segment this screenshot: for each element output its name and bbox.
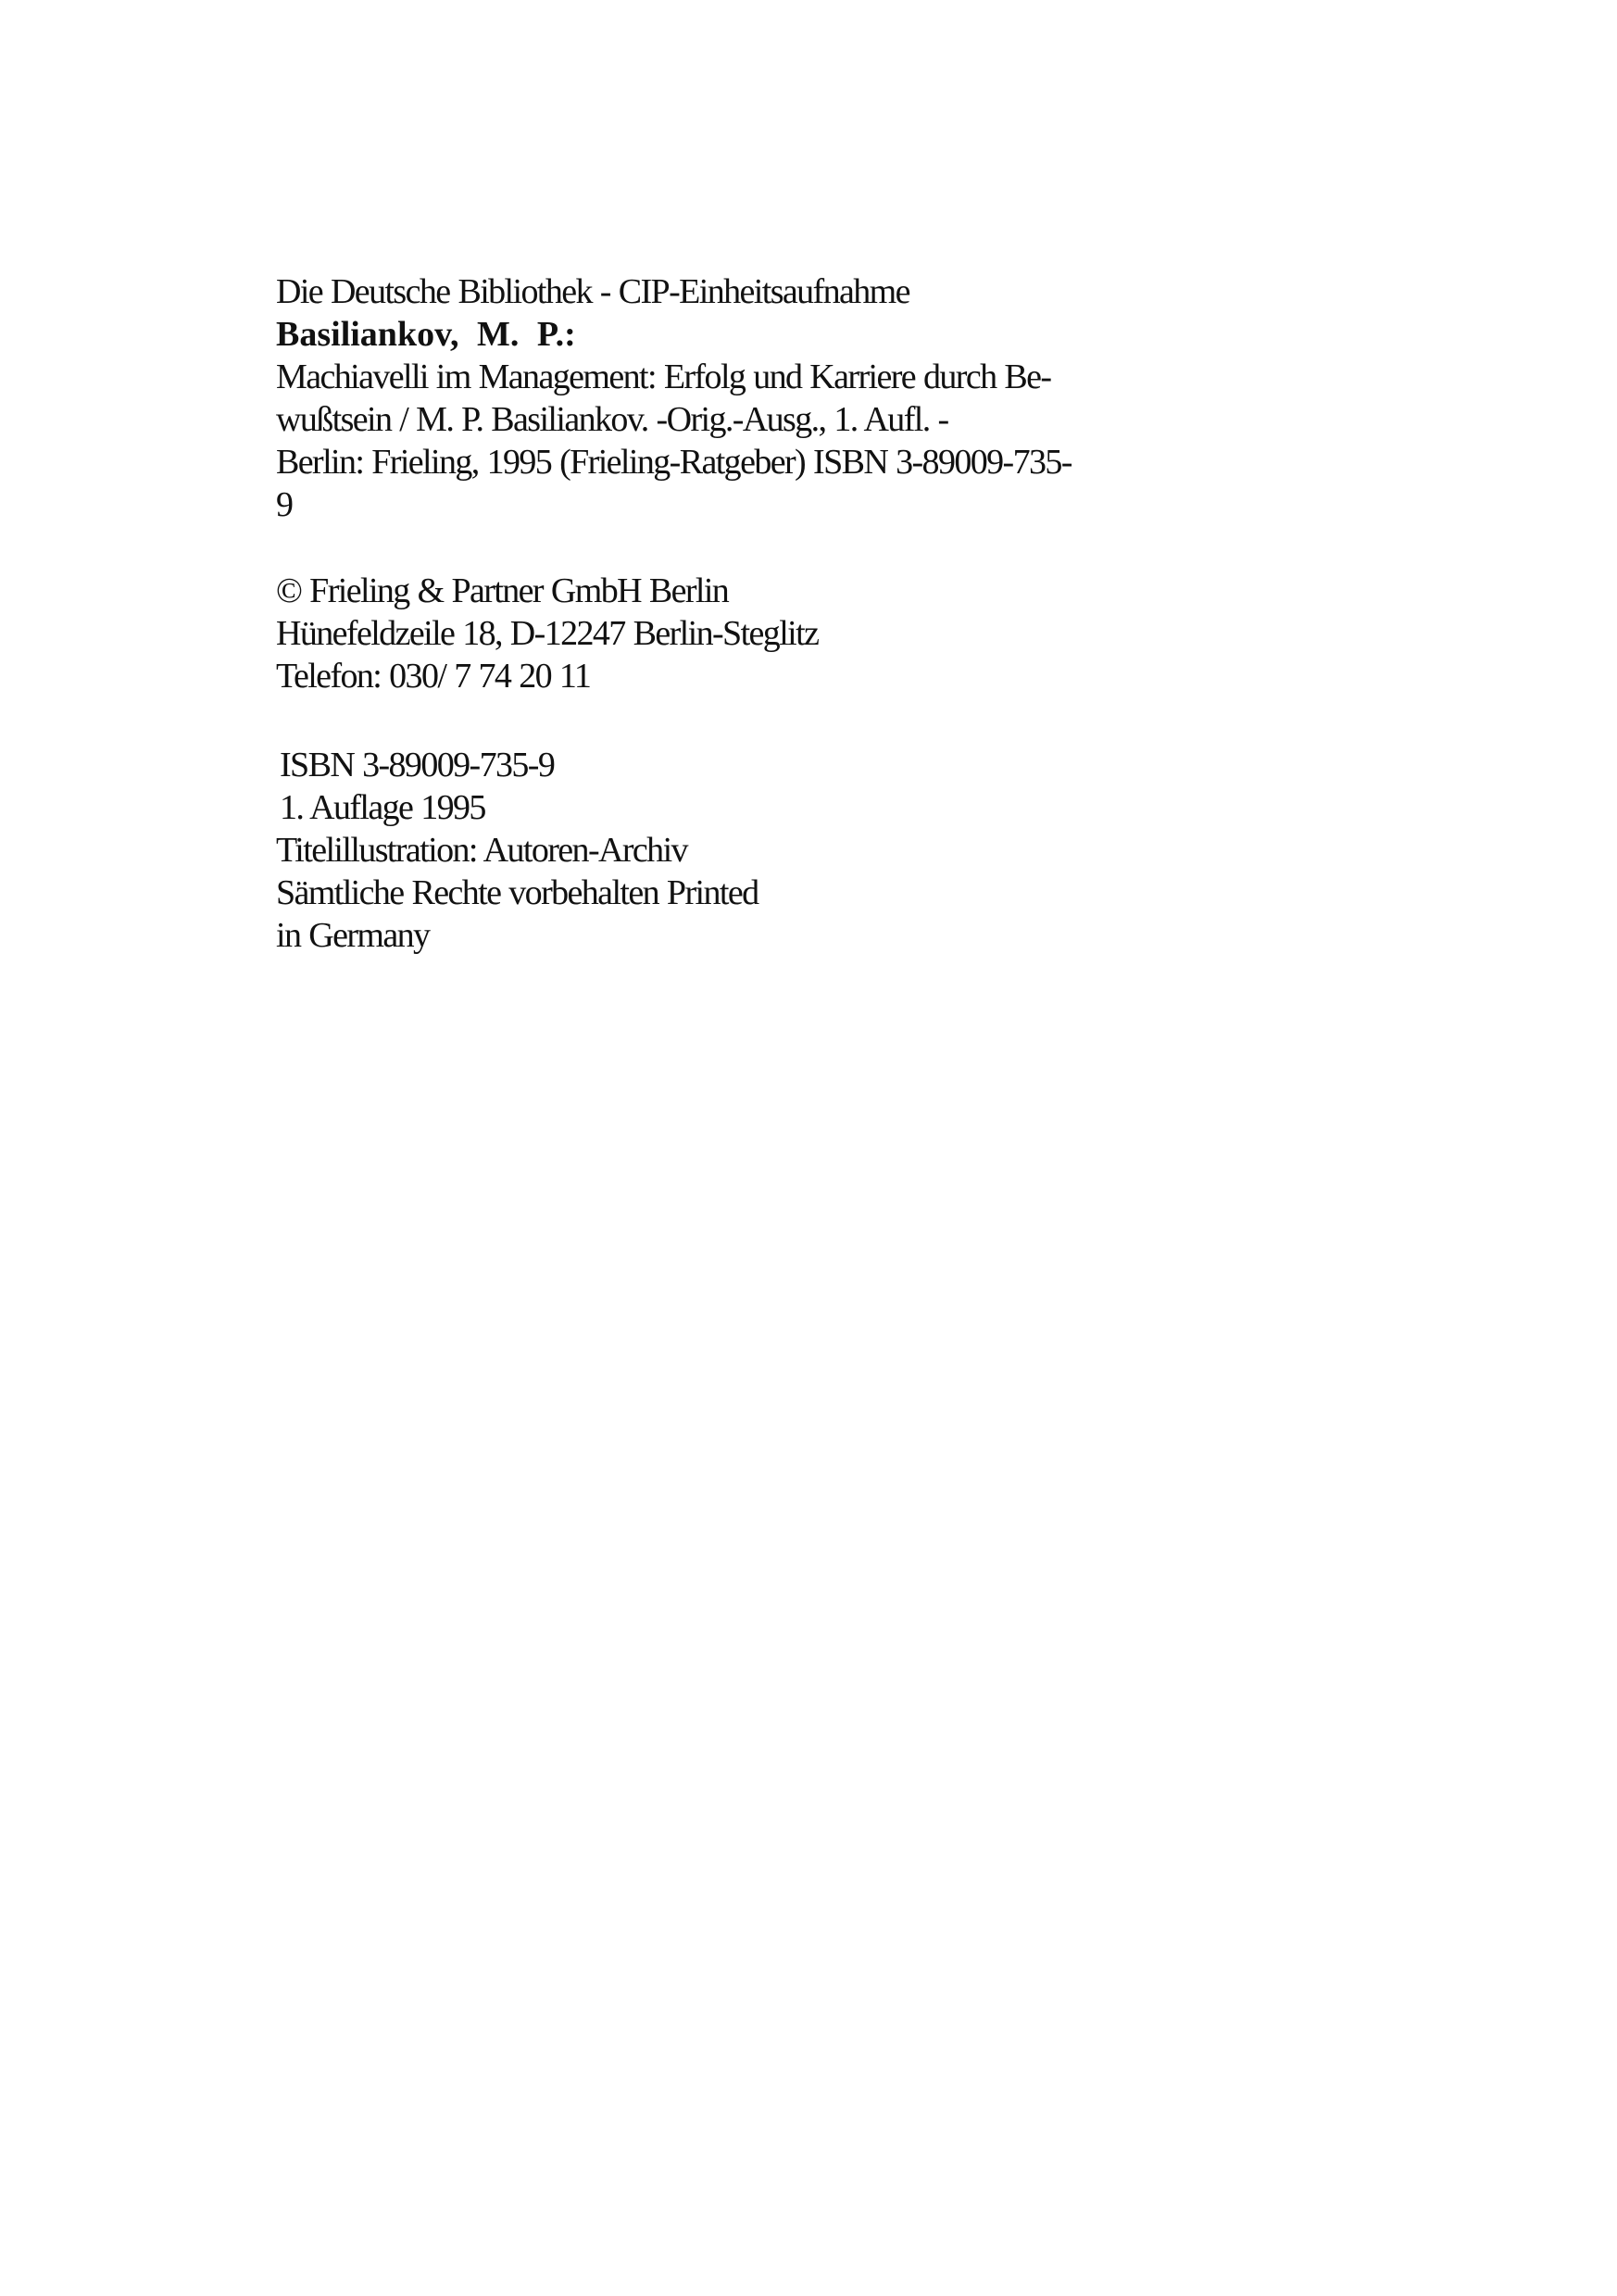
country-line: in Germany <box>276 916 430 955</box>
cip-line: wußtsein / M. P. Basiliankov. -Orig.-Ausg., 1. Aufl. - <box>276 400 948 439</box>
illustration-credit: Titelillustration: Autoren-Archiv <box>276 831 687 870</box>
publisher-info <box>276 570 1202 697</box>
edition-line: 1. Auflage 1995 <box>280 788 485 827</box>
cip-line: Machiavelli im Management: Erfolg und Karriere durch Be- <box>276 358 1051 396</box>
isbn-line: ISBN 3-89009-735-9 <box>280 746 555 784</box>
cip-entry <box>276 270 1202 526</box>
rights-line: Sämtliche Rechte vorbehalten Printed <box>276 873 758 912</box>
author-name: Basiliankov, M. P.: <box>276 315 576 354</box>
copyright-line: © Frieling & Partner GmbH Berlin <box>276 571 729 610</box>
edition-info <box>276 744 1202 957</box>
cip-header: Die Deutsche Bibliothek - CIP-Einheitsaufnahme <box>276 272 909 311</box>
address-line: Hünefeldzeile 18, D-12247 Berlin-Steglitz <box>276 614 819 653</box>
cip-line: 9 <box>276 485 293 524</box>
phone-line: Telefon: 030/ 7 74 20 11 <box>276 657 591 696</box>
cip-line: Berlin: Frieling, 1995 (Frieling-Ratgeber) ISBN 3-89009-735- <box>276 443 1072 482</box>
